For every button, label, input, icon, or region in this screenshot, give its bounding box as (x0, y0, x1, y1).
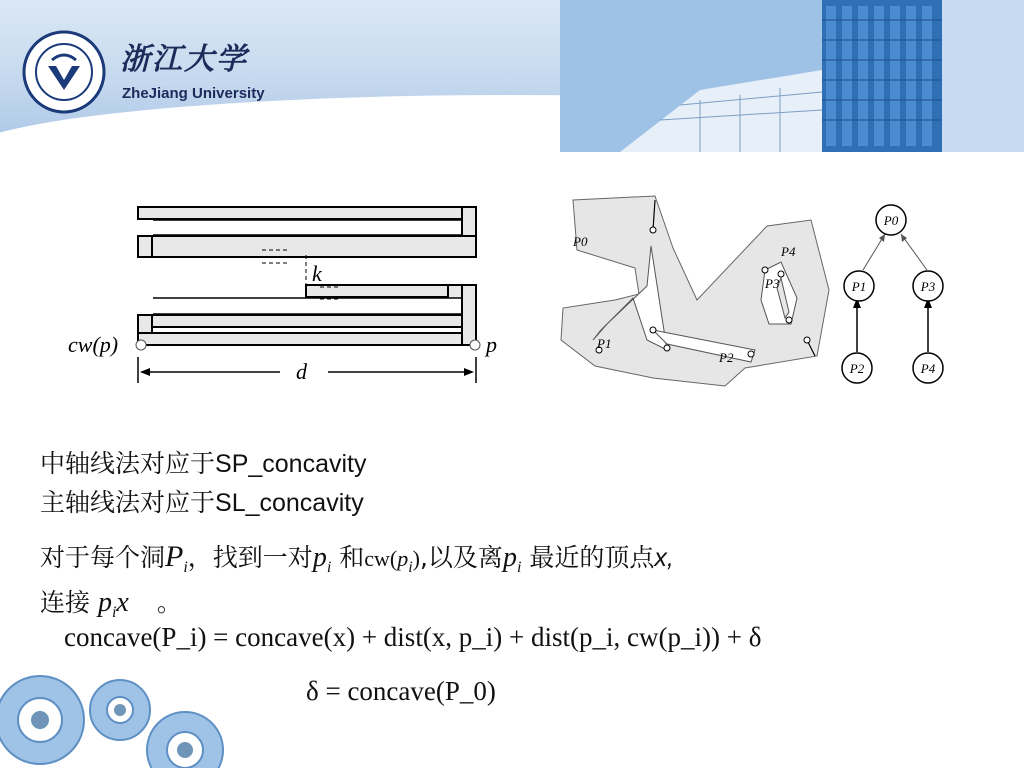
building-image (560, 0, 1024, 152)
figure-spiral-concavity (62, 195, 512, 390)
sp-concavity: SP_concavity (215, 450, 367, 478)
find-pair-text: ，找到一对 (187, 543, 313, 572)
cw-close: ) (412, 546, 420, 571)
and-from-text: ,以及离 (419, 543, 503, 572)
label-P2: P2 (719, 350, 734, 365)
label-d: d (296, 359, 307, 384)
cw-var-sub: i (408, 559, 413, 576)
var-p-sub: i (326, 559, 332, 576)
tree-label-P3: P3 (920, 279, 936, 294)
var-p2: p (502, 542, 517, 573)
label-P1: P1 (597, 336, 612, 351)
var-p2-sub: i (516, 559, 522, 576)
tree-label-P0: P0 (883, 213, 899, 228)
text-line-each-hole (40, 538, 674, 577)
tree-label-P1: P1 (851, 279, 867, 294)
label-p: p (486, 332, 497, 357)
var-P-sub: i (183, 559, 188, 576)
label-k: k (312, 261, 322, 286)
each-hole-text: 对于每个洞 (40, 543, 166, 572)
university-seal-logo (22, 30, 106, 114)
text-line-principal-axis (40, 483, 364, 519)
connect-text: 连接 (40, 588, 98, 617)
var-x: x, (654, 544, 674, 572)
cw-open: cw( (364, 546, 398, 571)
text-line-connect (40, 583, 182, 622)
formula-delta (306, 676, 496, 707)
cw-var-p: p (397, 546, 409, 571)
label-P0: P0 (573, 234, 588, 249)
university-name-chinese: 浙江大学 (120, 42, 248, 77)
tree-label-P4: P4 (920, 361, 936, 376)
formula-concave-text: concave(P_i) = concave(x) + dist(x, p_i) + dist(p_i, cw(p_i)) + δ (64, 622, 762, 652)
tree-label-P2: P2 (849, 361, 865, 376)
var-P: P (165, 540, 184, 573)
sl-concavity: SL_concavity (215, 489, 364, 517)
figure-polygon-holes (555, 190, 835, 390)
text-line-medial-axis (40, 444, 366, 480)
connect-var-x: x (116, 587, 129, 618)
formula-concave (64, 622, 761, 653)
figure-hole-tree (835, 198, 955, 388)
var-p: p (312, 542, 327, 573)
gears-decoration (0, 650, 260, 768)
connect-var-sub: i (111, 604, 117, 621)
label-P3: P3 (765, 276, 780, 291)
nearest-vertex-text: 最近的顶点 (521, 543, 655, 572)
and-text: 和 (331, 543, 365, 572)
principal-axis-cn: 主轴线法对应于 (40, 488, 216, 517)
formula-delta-text: δ = concave(P_0) (306, 676, 496, 706)
label-cw-p: cw(p) (68, 332, 119, 357)
medial-axis-cn: 中轴线法对应于 (40, 449, 216, 478)
header-banner (0, 0, 1024, 152)
period: 。 (156, 588, 182, 617)
university-name-english: ZheJiang University (122, 85, 265, 102)
connect-var-p: p (97, 587, 112, 618)
label-P4: P4 (781, 244, 796, 259)
